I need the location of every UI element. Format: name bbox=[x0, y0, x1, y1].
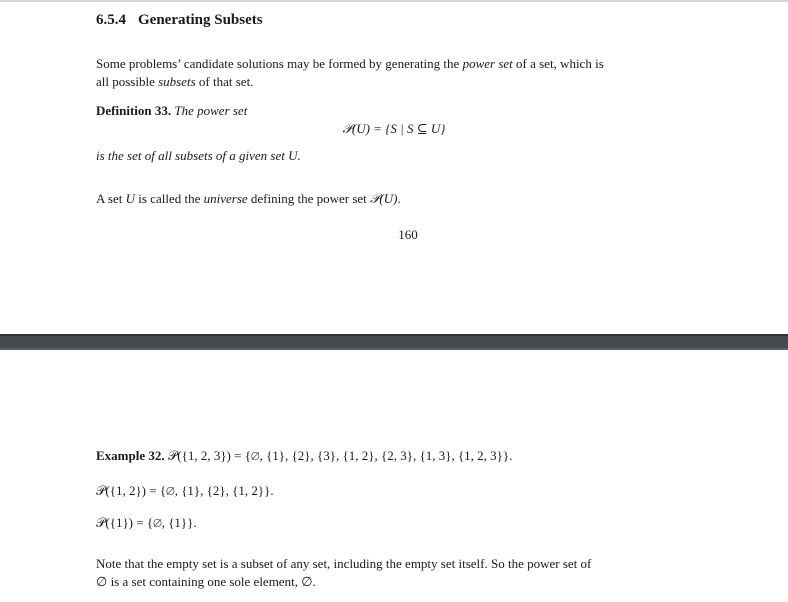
universe-text-a: A set bbox=[96, 191, 126, 206]
intro-text: Some problems’ candidate solutions may be formed by generating the bbox=[96, 56, 463, 71]
universe-emphasis: universe bbox=[203, 191, 248, 206]
example-line-2: 𝒫({1, 2}) = {∅, {1}, {2}, {1, 2}}. bbox=[96, 483, 274, 498]
definition-tail: is the set of all subsets of a given set U. bbox=[96, 148, 301, 163]
universe-period: . bbox=[397, 191, 401, 206]
universe-sentence bbox=[96, 190, 401, 208]
intro-emphasis-subsets: subsets bbox=[158, 74, 196, 89]
intro-paragraph-line-2 bbox=[96, 73, 253, 91]
page-top-border bbox=[0, 0, 788, 2]
definition-label: Definition 33. bbox=[96, 103, 172, 118]
universe-text-b: is called the bbox=[135, 191, 204, 206]
definition-lead: The power set bbox=[171, 103, 248, 118]
page-number: 160 bbox=[398, 227, 418, 242]
section-heading bbox=[96, 12, 263, 29]
intro-emphasis-power-set: power set bbox=[462, 56, 513, 71]
intro-text-2: of a set, which is bbox=[512, 56, 604, 71]
example-label: Example 32. bbox=[96, 448, 165, 463]
example-formula-1: 𝒫({1, 2, 3}) = {∅, {1}, {2}, {3}, {1, 2}, {2, 3}, {1, 3}, {1, 2, 3}}. bbox=[164, 448, 513, 463]
intro-text-4: of that set. bbox=[195, 74, 254, 89]
universe-text-c: defining the power set bbox=[247, 191, 371, 206]
document-page-bottom bbox=[0, 350, 788, 602]
universe-math: 𝒫(U) bbox=[370, 191, 398, 206]
definition-line bbox=[96, 102, 247, 120]
section-number: 6.5.4 bbox=[96, 12, 126, 28]
section-title: Generating Subsets bbox=[138, 12, 263, 28]
definition-formula: 𝒫(U) = {S | S ⊆ U} bbox=[342, 121, 446, 136]
page-separator bbox=[0, 334, 788, 350]
universe-var: U bbox=[125, 191, 136, 206]
intro-paragraph-line-1 bbox=[96, 55, 604, 73]
note-line-2: ∅ is a set containing one sole element, ∅. bbox=[96, 574, 316, 589]
example-line-1 bbox=[96, 447, 512, 465]
example-line-3: 𝒫({1}) = {∅, {1}}. bbox=[96, 515, 197, 530]
note-line-1: Note that the empty set is a subset of any set, including the empty set itself. So the power set of bbox=[96, 556, 592, 571]
intro-text-3: all possible bbox=[96, 74, 159, 89]
